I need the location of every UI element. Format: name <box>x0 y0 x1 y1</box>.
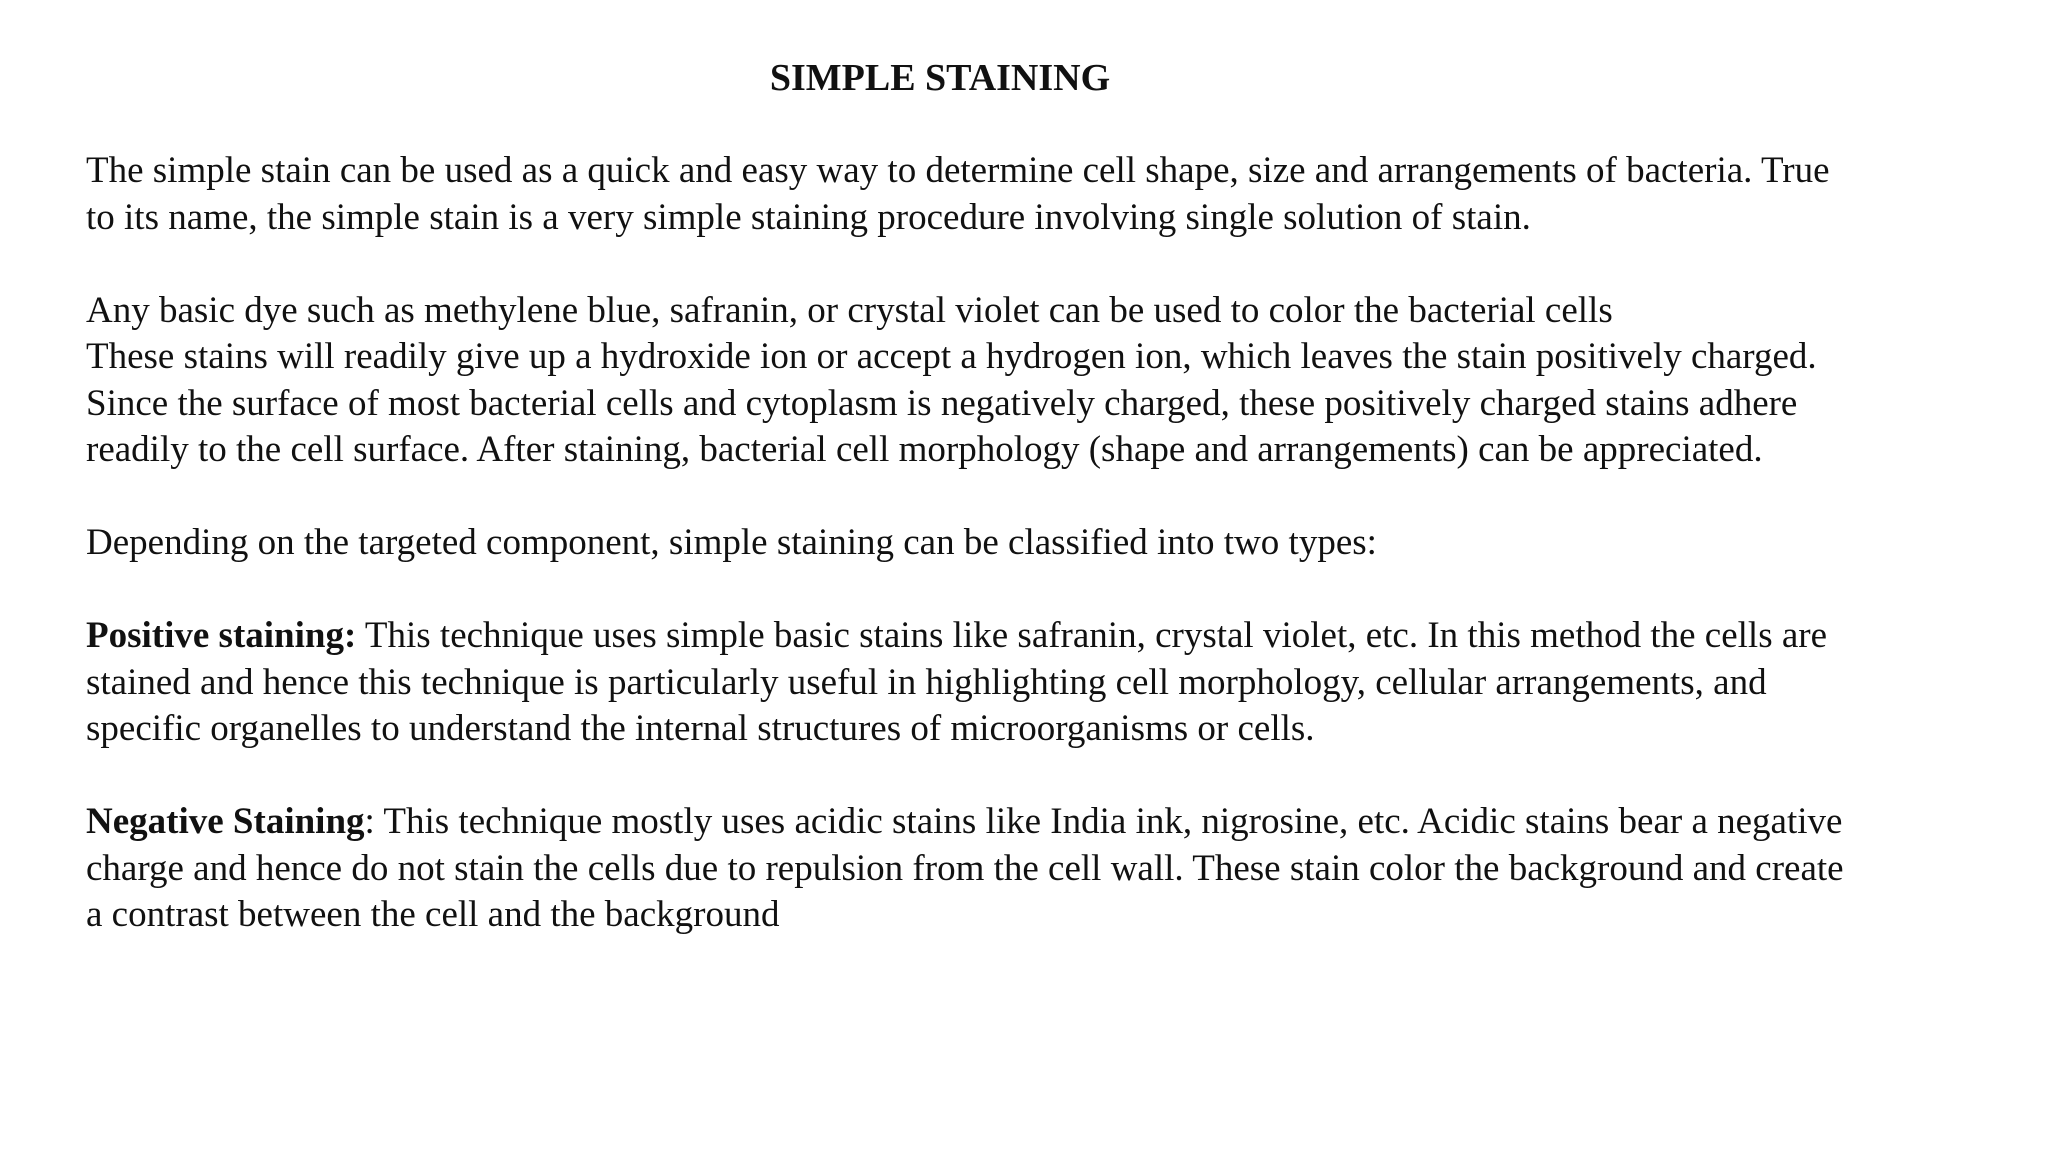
positive-staining-term: Positive staining: <box>86 615 357 656</box>
document-body <box>86 148 1986 985</box>
document-title: SIMPLE STAINING <box>769 57 1111 99</box>
basic-dye-paragraph <box>86 288 1986 474</box>
negative-staining-paragraph <box>86 799 1986 939</box>
text-line: readily to the cell surface. After staining, bacterial cell morphology (shape and arrangements) can be appreciated. <box>86 429 1763 470</box>
text-line: These stains will readily give up a hydroxide ion or accept a hydrogen ion, which leaves the stain positively charged. <box>86 336 1817 377</box>
text-line: Any basic dye such as methylene blue, safranin, or crystal violet can be used to color the bacterial cells <box>86 289 1613 331</box>
text-line: specific organelles to understand the internal structures of microorganisms or cells. <box>86 708 1315 749</box>
text-line: The simple stain can be used as a quick and easy way to determine cell shape, size and arrangements of bacteria. True <box>86 150 1830 191</box>
text-line: Since the surface of most bacterial cells and cytoplasm is negatively charged, these positively charged stains adhere <box>86 382 1798 424</box>
negative-staining-term: Negative Staining <box>86 801 365 842</box>
text-line <box>86 799 1986 846</box>
text-line: charge and hence do not stain the cells due to repulsion from the cell wall. These stain color the background and create <box>86 847 1844 889</box>
text-line: to its name, the simple stain is a very simple staining procedure involving single solution of stain. <box>86 196 1531 238</box>
text-line <box>86 613 1986 660</box>
positive-staining-text: This technique uses simple basic stains like safranin, crystal violet, etc. In this method the cells are <box>356 615 1828 656</box>
negative-staining-text: : This technique mostly uses acidic stains like India ink, nigrosine, etc. Acidic stains bear a negative <box>364 801 1843 842</box>
intro-paragraph <box>86 148 1986 241</box>
text-line: Depending on the targeted component, simple staining can be classified into two types: <box>86 522 1377 563</box>
positive-staining-paragraph <box>86 613 1986 753</box>
text-line: a contrast between the cell and the background <box>86 894 780 935</box>
classification-paragraph <box>86 520 1986 567</box>
text-line: stained and hence this technique is particularly useful in highlighting cell morphology, cellular arrangements, and <box>86 661 1767 703</box>
